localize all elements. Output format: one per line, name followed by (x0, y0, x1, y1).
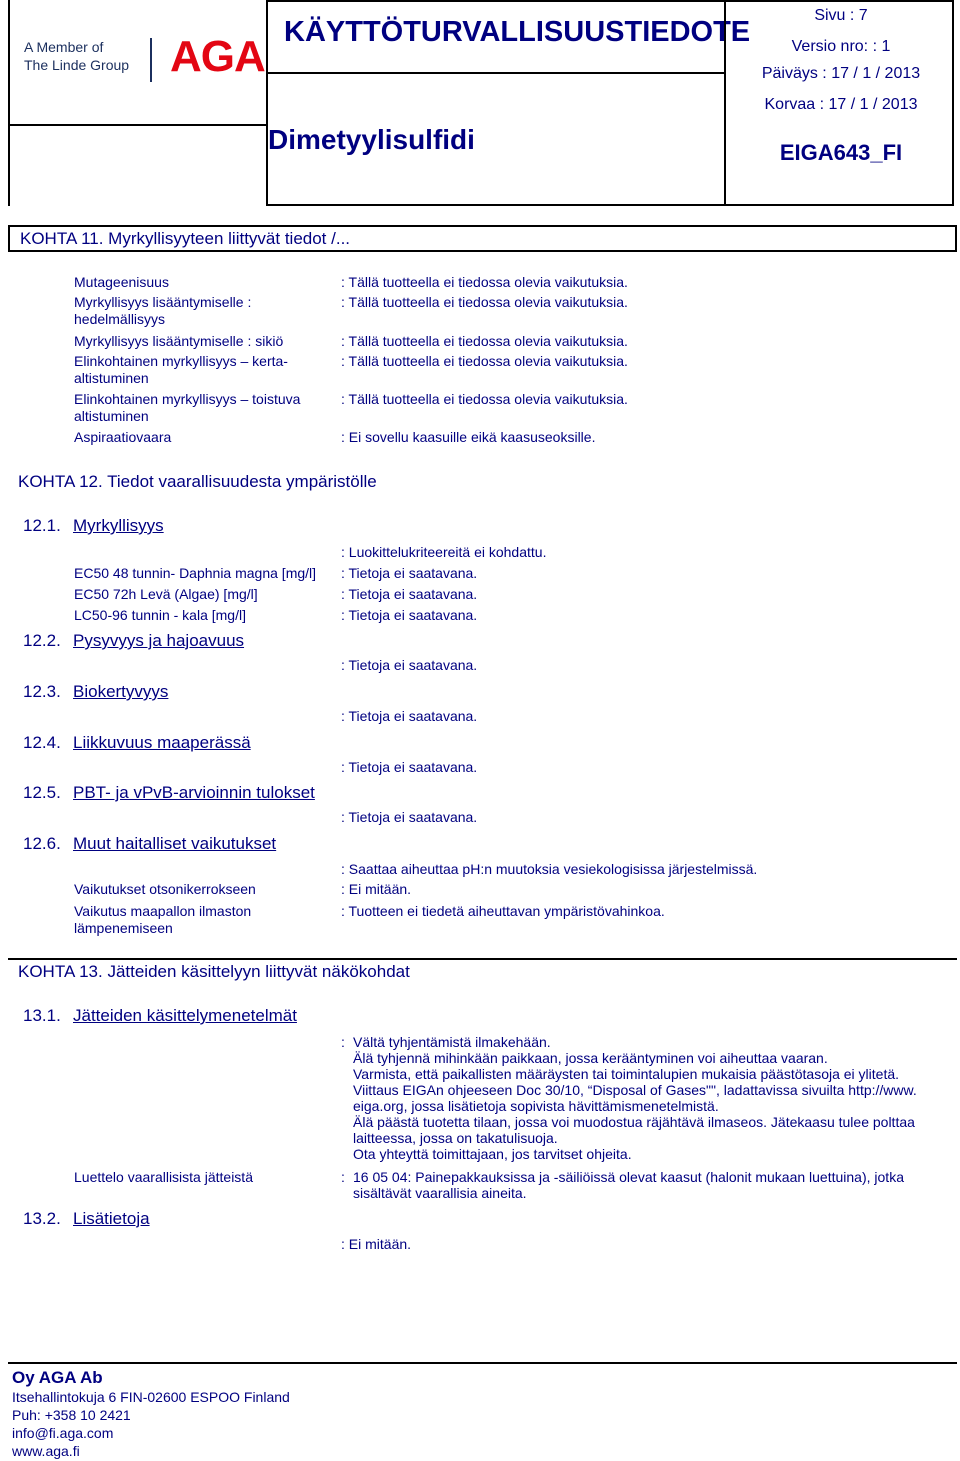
s12-label-fish: LC50-96 tunnin - kala [mg/l] (74, 607, 246, 623)
s12-label-algae: EC50 72h Levä (Algae) [mg/l] (74, 586, 258, 602)
s12-value-daphnia: : Tietoja ei saatavana. (341, 565, 478, 581)
footer-website[interactable]: www.aga.fi (12, 1443, 80, 1459)
s12-6-heading (23, 834, 276, 854)
header-left-cell (8, 124, 268, 206)
s13-waste-label: Luettelo vaarallisista jätteistä (74, 1169, 253, 1185)
s12-value-ozone: : Ei mitään. (341, 881, 412, 897)
s12-2-heading (23, 631, 244, 651)
s12-value-climate: : Tuotteen ei tiedetä aiheuttavan ympäristövahinkoa. (341, 903, 665, 919)
footer-rule (8, 1362, 957, 1364)
s13-1-line: Vältä tyhjentämistä ilmakehään. (353, 1034, 551, 1050)
s11-value-fertility: : Tällä tuotteella ei tiedossa olevia vaikutuksia. (341, 294, 628, 310)
s13-1-line: Viittaus EIGAn ohjeeseen Doc 30/10, “Disposal of Gases"", ladattavissa sivuilta http://www. (353, 1082, 917, 1098)
s13-1-number: 13.1. (23, 1006, 61, 1025)
logo-divider (150, 38, 152, 82)
s11-label-single-exposure: Elinkohtainen myrkyllisyys – kerta-altistuminen (74, 353, 288, 386)
document-header (8, 0, 952, 205)
s12-value-fish: : Tietoja ei saatavana. (341, 607, 478, 623)
s11-label-fetus: Myrkyllisyys lisääntymiselle : sikiö (74, 333, 284, 349)
document-title: KÄYTTÖTURVALLISUUSTIEDOTE (284, 16, 751, 48)
s11-label-aspiration: Aspiraatiovaara (74, 429, 172, 445)
s13-1-line: eiga.org, jossa lisätietoja sopivista hävittämismenetelmistä. (353, 1098, 719, 1114)
s13-waste-colon: : (341, 1169, 345, 1185)
linde-logo (24, 38, 144, 74)
s11-value-aspiration: : Ei sovellu kaasuille eikä kaasuseoksille. (341, 429, 596, 445)
s12-2-title: Pysyvyys ja hajoavuus (73, 631, 245, 650)
s12-5-number: 12.5. (23, 783, 61, 802)
s12-label-daphnia: EC50 48 tunnin- Daphnia magna [mg/l] (74, 565, 317, 581)
s12-3-value: : Tietoja ei saatavana. (341, 708, 478, 724)
s13-waste-line: 16 05 04: Painepakkauksissa ja -säiliöissä olevat kaasut (halonit mukaan luettuina), jotka (353, 1169, 904, 1185)
s11-value-single-exposure: : Tällä tuotteella ei tiedossa olevia vaikutuksia. (341, 353, 628, 369)
s13-2-number: 13.2. (23, 1209, 61, 1228)
s11-value-fetus: : Tällä tuotteella ei tiedossa olevia vaikutuksia. (341, 333, 628, 349)
footer-address: Itsehallintokuja 6 FIN-02600 ESPOO Finland (12, 1389, 290, 1405)
footer-company: Oy AGA Ab (12, 1368, 103, 1387)
s12-3-heading (23, 682, 168, 702)
s12-5-title: PBT- ja vPvB-arvioinnin tulokset (73, 783, 315, 802)
s13-1-instructions (341, 1034, 917, 1162)
linde-logo-line1: A Member of (24, 39, 104, 55)
title-box (266, 0, 751, 74)
s12-2-value: : Tietoja ei saatavana. (341, 657, 478, 673)
s13-1-line: Älä päästä tuotetta tilaan, jossa voi muodostua räjähtävä ilmaseos. Jätekaasu tulee polttaa (353, 1114, 915, 1130)
product-box (266, 72, 726, 206)
s12-3-number: 12.3. (23, 682, 61, 701)
s12-4-number: 12.4. (23, 733, 61, 752)
product-name: Dimetyylisulfidi (268, 124, 475, 155)
section-13-bar: KOHTA 13. Jätteiden käsittelyyn liittyvät näkökohdat (8, 958, 957, 985)
footer-email[interactable]: info@fi.aga.com (12, 1425, 114, 1441)
section-12-title: KOHTA 12. Tiedot vaarallisuudesta ympäristölle (18, 472, 377, 491)
s13-1-line: Varmista, että paikallisten määräysten tai toimintalupien mukaisia päästötasoja ei ylitetä. (353, 1066, 900, 1082)
s11-value-repeated-exposure: : Tällä tuotteella ei tiedossa olevia vaikutuksia. (341, 391, 628, 407)
s12-1-note: : Luokittelukriteereitä ei kohdattu. (341, 544, 547, 560)
replaces-date: Korvaa : 17 / 1 / 2013 (764, 96, 918, 113)
s13-waste-value (341, 1169, 904, 1201)
s13-1-colon: : (341, 1034, 345, 1050)
s12-label-climate: Vaikutus maapallon ilmaston lämpenemiseen (74, 903, 252, 936)
section-11-bar: KOHTA 11. Myrkyllisyyteen liittyvät tiedot /... (8, 225, 957, 252)
s12-4-value: : Tietoja ei saatavana. (341, 759, 478, 775)
s13-2-heading (23, 1209, 150, 1229)
s13-1-heading (23, 1006, 297, 1026)
meta-box (724, 0, 954, 206)
s12-value-algae: : Tietoja ei saatavana. (341, 586, 478, 602)
s12-label-ozone: Vaikutukset otsonikerrokseen (74, 881, 256, 897)
s12-1-title: Myrkyllisyys (73, 516, 164, 535)
footer-phone: Puh: +358 10 2421 (12, 1407, 131, 1423)
issue-date: Päiväys : 17 / 1 / 2013 (761, 65, 921, 82)
s13-1-line: Ota yhteyttä toimittajaan, jos tarvitset ohjeita. (353, 1146, 632, 1162)
aga-logo: AGA (170, 32, 265, 81)
s12-4-title: Liikkuvuus maaperässä (73, 733, 251, 752)
s11-value-mutagenicity: : Tällä tuotteella ei tiedossa olevia vaikutuksia. (341, 274, 628, 290)
document-code: EIGA643_FI (779, 140, 903, 165)
s12-6-note: : Saattaa aiheuttaa pH:n muutoksia vesiekologisissa järjestelmissä. (341, 861, 758, 877)
s12-1-number: 12.1. (23, 516, 61, 535)
linde-logo-line2: The Linde Group (24, 57, 130, 73)
page-number: Sivu : 7 (814, 7, 868, 24)
s13-2-title: Lisätietoja (73, 1209, 150, 1228)
s12-2-number: 12.2. (23, 631, 61, 650)
s13-1-line: laitteessa, jossa on takatulisuoja. (353, 1130, 558, 1146)
s12-6-number: 12.6. (23, 834, 61, 853)
s12-5-heading (23, 783, 315, 803)
s12-5-value: : Tietoja ei saatavana. (341, 809, 478, 825)
s12-3-title: Biokertyvyys (73, 682, 169, 701)
s12-1-heading (23, 516, 164, 536)
s11-label-repeated-exposure: Elinkohtainen myrkyllisyys – toistuva altistuminen (74, 391, 301, 424)
s13-1-title: Jätteiden käsittelymenetelmät (73, 1006, 297, 1025)
s11-label-fertility: Myrkyllisyys lisääntymiselle : hedelmällisyys (74, 294, 252, 327)
s13-2-value: : Ei mitään. (341, 1236, 412, 1252)
s13-waste-line: sisältävät vaarallisia aineita. (353, 1185, 527, 1201)
s11-label-mutagenicity: Mutageenisuus (74, 274, 169, 290)
logo-box (8, 0, 268, 126)
s12-4-heading (23, 733, 251, 753)
s13-1-line: Älä tyhjennä mihinkään paikkaan, jossa kerääntyminen voi aiheuttaa vaaran. (353, 1050, 828, 1066)
version-number: Versio nro: : 1 (791, 38, 891, 55)
s12-6-title: Muut haitalliset vaikutukset (73, 834, 277, 853)
